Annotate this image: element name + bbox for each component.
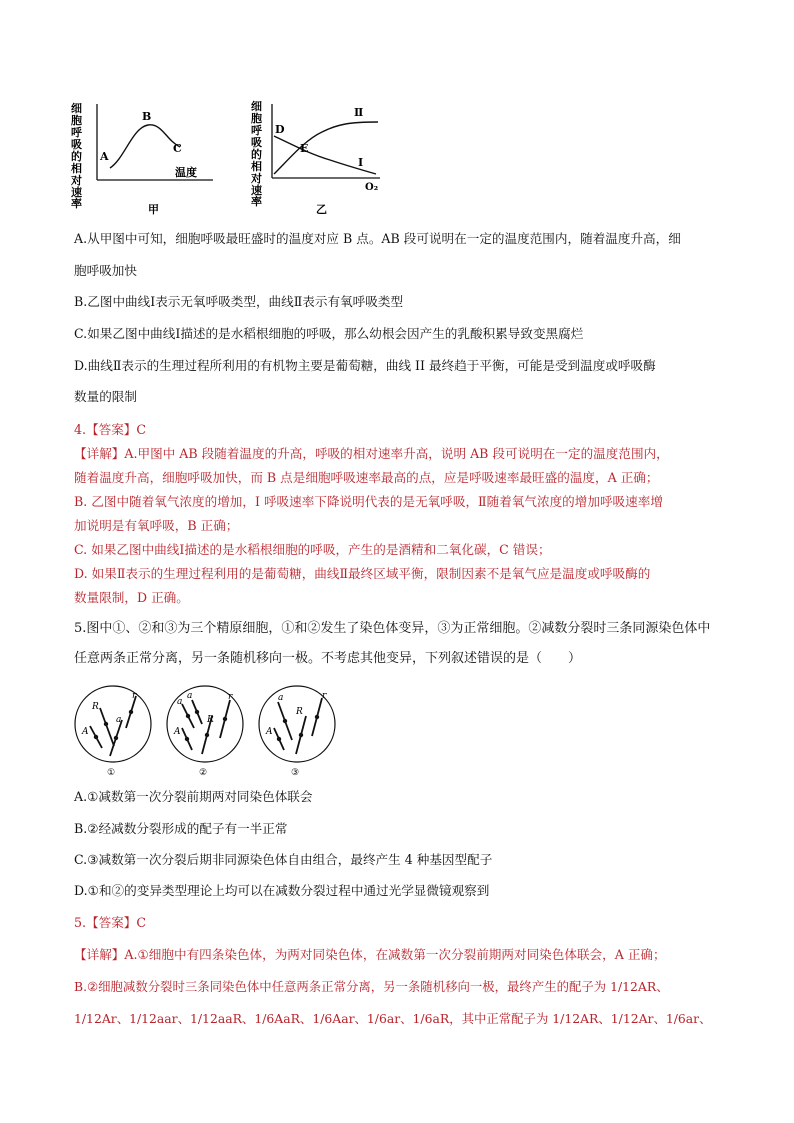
xlabel-jia: 温度 — [175, 166, 197, 179]
q5-explanation-3: 1/12Ar、1/12aar、1/12aaR、1/6AaR、1/6Aar、1/6ar、1/6aR，其中正常配子为 1/12AR、1/12Ar、1/6ar、 — [74, 1011, 712, 1026]
svg-text:速: 速 — [71, 186, 82, 199]
point-E: E — [300, 142, 309, 155]
cell-3-label: ③ — [291, 768, 300, 778]
q5-option-c: C.③减数第一次分裂后期非同源染色体自由组合，最终产生 4 种基因型配子 — [74, 852, 493, 867]
svg-text:相: 相 — [71, 162, 82, 175]
q4-option-d-line2: 数量的限制 — [74, 389, 137, 404]
svg-text:吸: 吸 — [251, 136, 262, 149]
ylabel-yi — [250, 100, 263, 208]
cells-figure — [70, 682, 340, 780]
svg-text:细: 细 — [251, 100, 262, 113]
q5-option-a: A.①减数第一次分裂前期两对同染色体联会 — [74, 789, 313, 804]
q5-stem-line2: 任意两条正常分离，另一条随机移向一极。不考虑其他变异，下列叙述错误的是（ ） — [74, 651, 582, 666]
q4-explanation-1: 【详解】A.甲图中 AB 段随着温度的升高，呼吸的相对速率升高，说明 AB 段可说明在一定的温度范围内， — [74, 446, 669, 461]
q4-explanation-2: 随着温度升高，细胞呼吸加快，而 B 点是细胞呼吸速率最高的点，应是呼吸速率最旺盛的温度，A 正确； — [74, 470, 659, 485]
q4-explanation-6: D. 如果Ⅱ表示的生理过程利用的是葡萄糖，曲线Ⅱ最终区域平衡，限制因素不是氧气应是温度或呼吸酶的 — [74, 566, 651, 581]
q5-option-d: D.①和②的变异类型理论上均可以在减数分裂过程中通过光学显微镜观察到 — [74, 883, 490, 898]
q4-explanation-3: B. 乙图中随着氧气浓度的增加，I 呼吸速率下降说明代表的是无氧呼吸，Ⅱ随着氧气浓度的增加呼吸速率增 — [74, 494, 663, 509]
svg-text:A: A — [82, 727, 89, 737]
curve-jia — [110, 125, 180, 168]
svg-text:率: 率 — [251, 195, 262, 208]
point-C: C — [173, 142, 182, 155]
q4-option-d-line1: D.曲线Ⅱ表示的生理过程所利用的有机物主要是葡萄糖，曲线 II 最终趋于平衡，可能是受到温度或呼吸酶 — [74, 358, 656, 373]
point-B: B — [142, 110, 152, 123]
cell-2-label: ② — [199, 768, 208, 778]
svg-text:a: a — [177, 697, 183, 707]
point-A: A — [100, 150, 109, 163]
q5-explanation-1: 【详解】A.①细胞中有四条染色体，为两对同染色体，在减数第一次分裂前期两对同染色体联会，A 正确； — [74, 947, 666, 962]
caption-jia: 甲 — [148, 203, 159, 216]
svg-text:r: r — [132, 691, 137, 701]
point-D: D — [275, 123, 285, 136]
xlabel-yi: O₂ — [365, 182, 379, 193]
svg-text:r: r — [322, 691, 327, 701]
svg-text:R: R — [92, 702, 99, 712]
curve-I-label: I — [358, 156, 364, 169]
svg-text:率: 率 — [71, 197, 82, 210]
svg-text:a: a — [116, 715, 122, 725]
q5-option-b: B.②经减数分裂形成的配子有一半正常 — [74, 821, 288, 836]
cell-1-label: ① — [107, 768, 116, 778]
svg-text:细: 细 — [71, 102, 82, 115]
svg-text:r: r — [228, 692, 233, 702]
cell-2 — [167, 686, 243, 778]
svg-text:A: A — [266, 727, 273, 737]
cell-3 — [259, 686, 335, 778]
svg-text:呼: 呼 — [71, 126, 82, 139]
svg-text:胞: 胞 — [251, 112, 262, 125]
q5-stem-line1: 5.图中①、②和③为三个精原细胞，①和②发生了染色体变异，③为正常细胞。②减数分裂时三条同源染色体中 — [74, 621, 711, 636]
q4-option-a-line2: 胞呼吸加快 — [74, 263, 137, 278]
q4-option-c: C.如果乙图中曲线Ⅰ描述的是水稻根细胞的呼吸，那么幼根会因产生的乳酸积累导致变黑腐烂 — [74, 326, 584, 341]
q4-answer: 4.【答案】C — [74, 422, 147, 437]
svg-text:的: 的 — [251, 148, 262, 161]
curve-II-label: Ⅱ — [354, 106, 364, 119]
chart-jia — [70, 100, 220, 218]
svg-text:胞: 胞 — [71, 114, 82, 127]
cell-1 — [75, 686, 151, 778]
svg-text:a: a — [187, 691, 193, 701]
q4-explanation-5: C. 如果乙图中曲线Ⅰ描述的是水稻根细胞的呼吸，产生的是酒精和二氧化碳，C 错误； — [74, 542, 551, 557]
q4-explanation-7: 数量限制，D 正确。 — [74, 590, 189, 605]
svg-text:呼: 呼 — [251, 124, 262, 137]
ylabel-jia — [70, 101, 83, 210]
svg-text:相: 相 — [251, 160, 262, 173]
q4-option-a-line1: A.从甲图中可知，细胞呼吸最旺盛时的温度对应 B 点。AB 段可说明在一定的温度范围内，随着温度升高，细 — [74, 231, 681, 246]
svg-text:对: 对 — [251, 172, 262, 185]
svg-text:速: 速 — [251, 184, 262, 197]
svg-text:吸: 吸 — [71, 138, 82, 151]
q5-explanation-2: B.②细胞减数分裂时三条同染色体中任意两条正常分离，另一条随机移向一极，最终产生的配子为 1/12AR、 — [74, 979, 669, 994]
q5-answer: 5.【答案】C — [74, 915, 147, 930]
svg-text:的: 的 — [71, 150, 82, 163]
chart-yi — [250, 100, 390, 218]
svg-text:R: R — [207, 715, 214, 725]
svg-text:R: R — [296, 707, 303, 717]
svg-text:a: a — [278, 693, 284, 703]
caption-yi: 乙 — [316, 203, 327, 216]
svg-text:对: 对 — [71, 174, 82, 187]
svg-text:A: A — [174, 727, 181, 737]
q4-explanation-4: 加说明是有氧呼吸，B 正确； — [74, 518, 239, 533]
q4-option-b: B.乙图中曲线Ⅰ表示无氧呼吸类型，曲线Ⅱ表示有氧呼吸类型 — [74, 294, 404, 309]
